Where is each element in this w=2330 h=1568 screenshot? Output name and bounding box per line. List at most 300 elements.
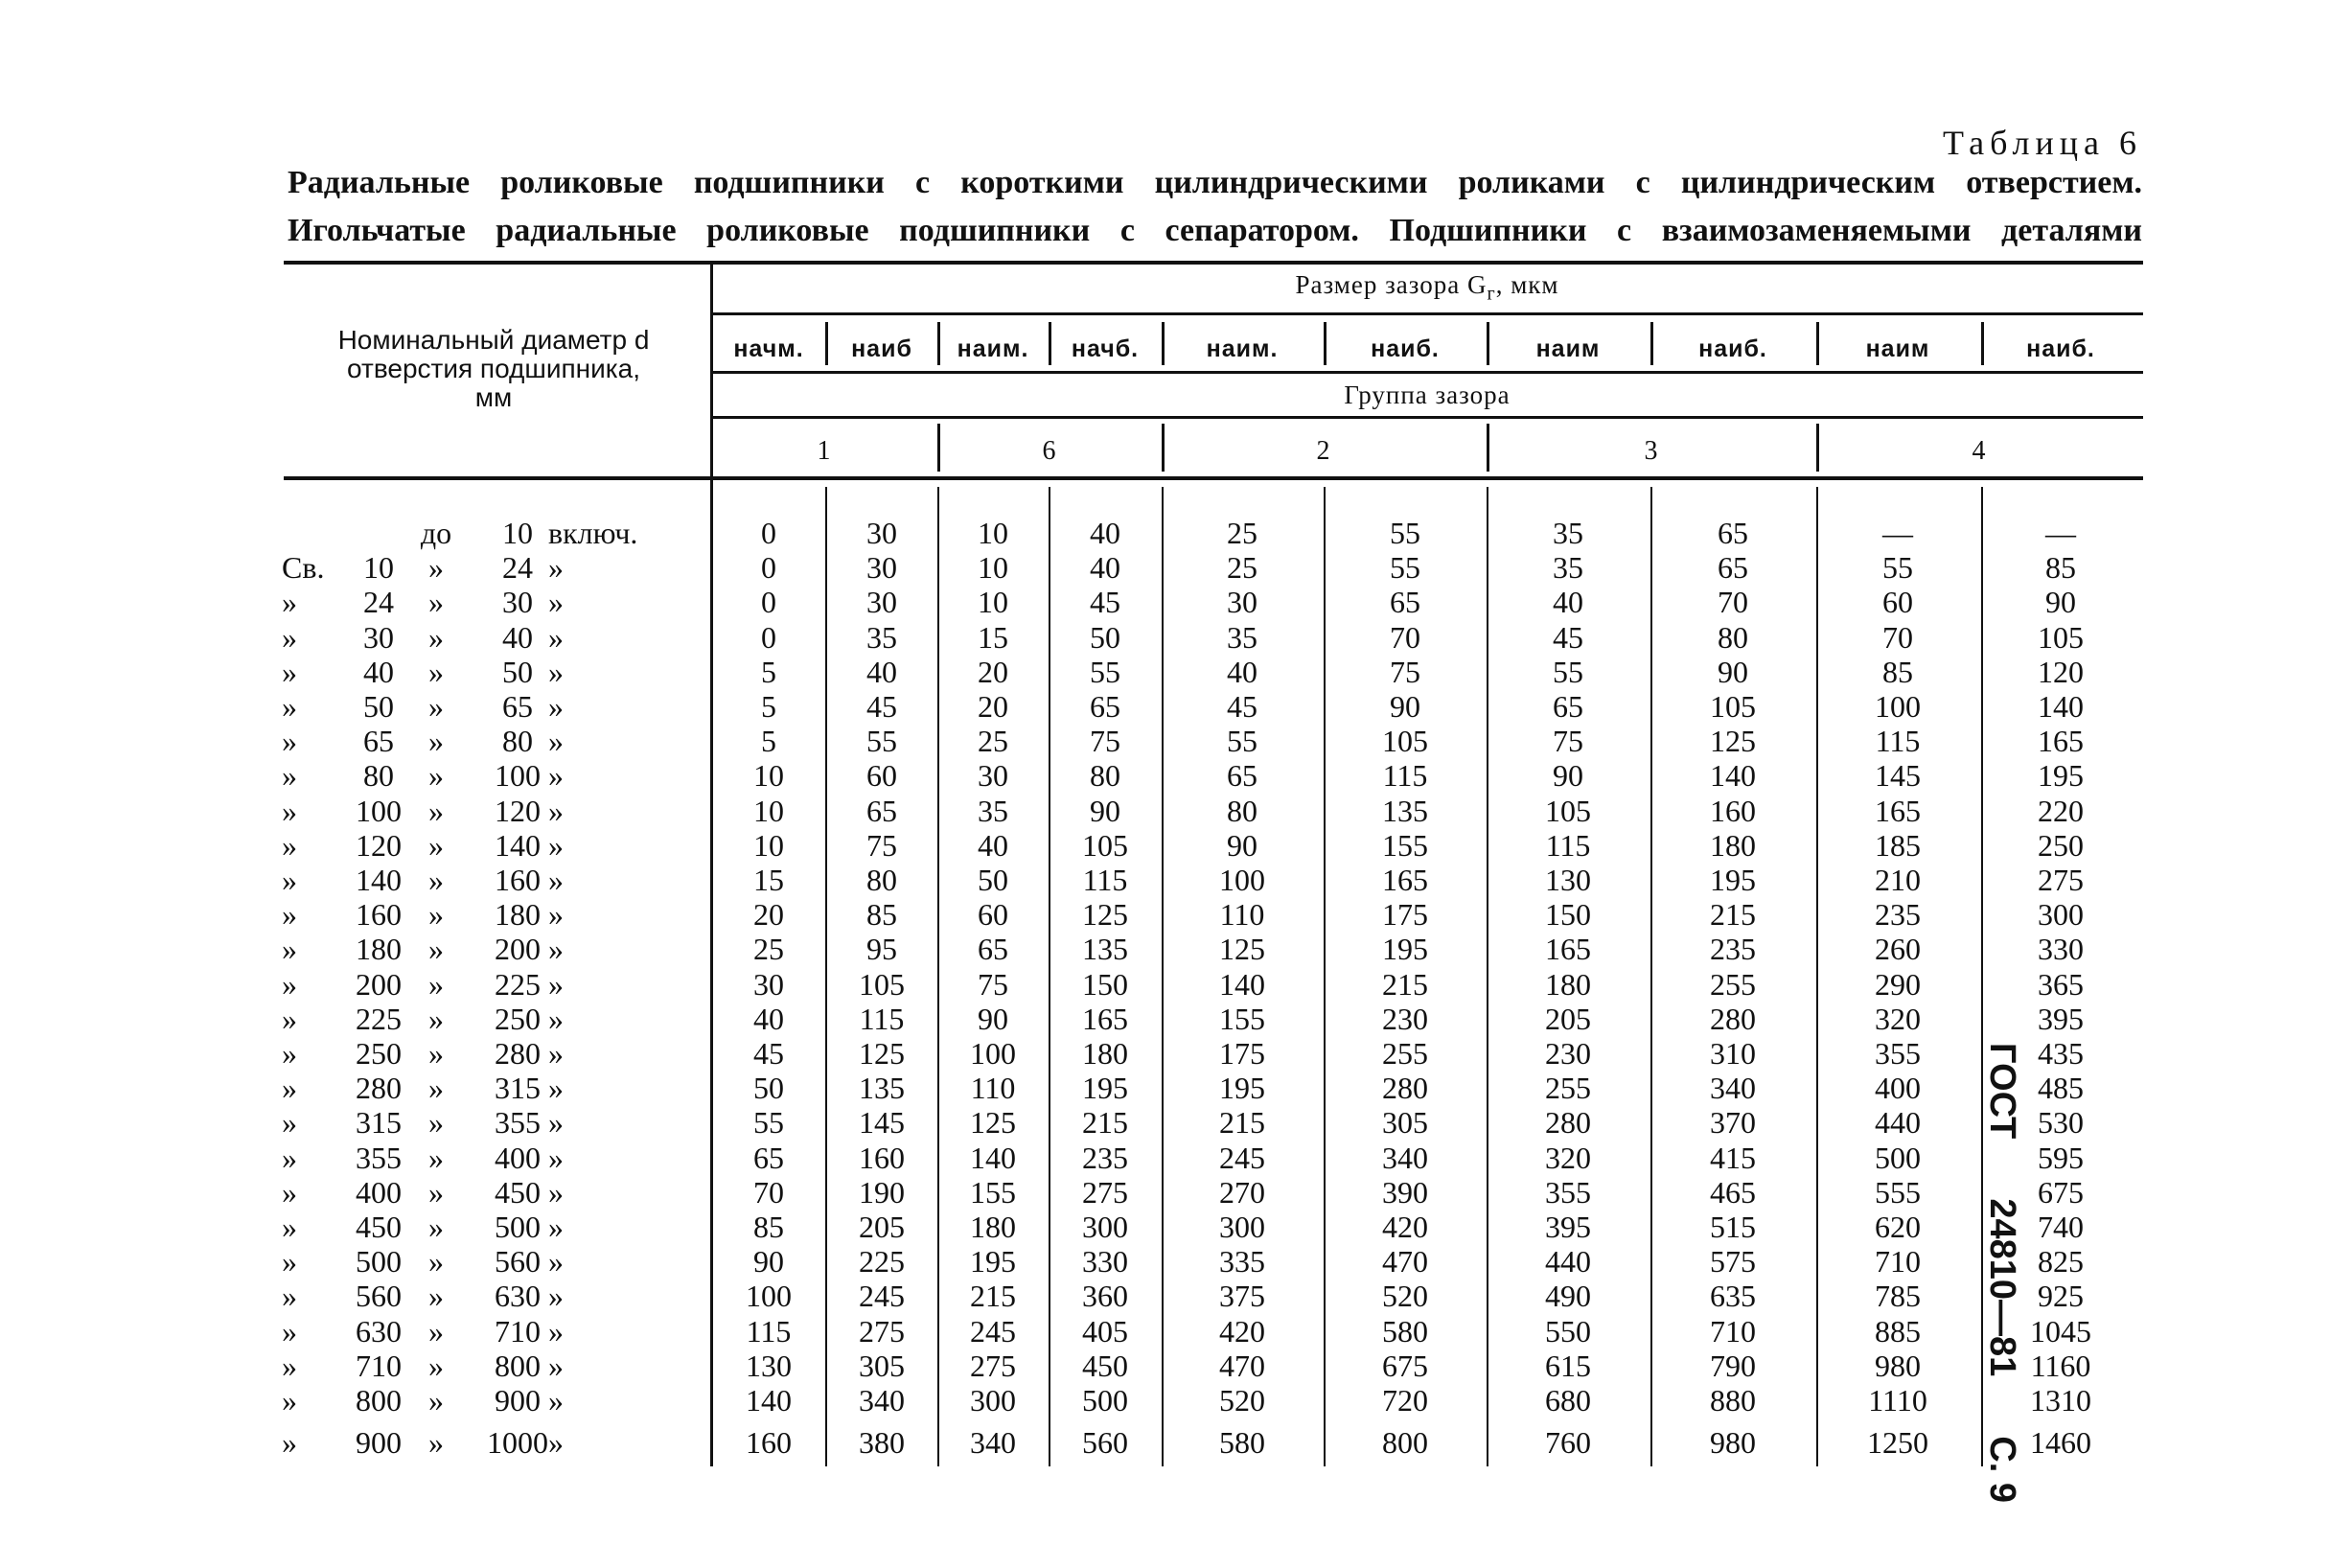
table-row <box>0 758 2330 793</box>
value-cell: 85 <box>2045 550 2076 585</box>
value-cell: 65 <box>1718 550 1748 585</box>
value-cell: 80 <box>866 863 897 897</box>
stub-header <box>288 326 700 413</box>
value-cell: 880 <box>1710 1383 1756 1418</box>
value-cell: 365 <box>2038 967 2084 1002</box>
value-cell: 560 <box>1082 1425 1128 1460</box>
range-prefix: » <box>282 689 297 724</box>
subcolumn-label: наим <box>1535 335 1601 362</box>
range-sep: » <box>428 550 444 585</box>
value-cell: 95 <box>866 932 897 966</box>
value-cell: 115 <box>859 1002 905 1036</box>
value-cell: 275 <box>1082 1175 1128 1210</box>
value-cell: 40 <box>1227 655 1257 689</box>
value-cell: 45 <box>1553 620 1583 655</box>
group-divider <box>1487 424 1489 472</box>
value-cell: 30 <box>866 516 897 550</box>
value-cell: 115 <box>746 1314 792 1349</box>
range-tail: » <box>548 828 564 863</box>
value-cell: 90 <box>753 1244 784 1279</box>
range-prefix: » <box>282 585 297 619</box>
value-cell: 375 <box>1219 1279 1265 1313</box>
range-from: 500 <box>356 1244 402 1279</box>
value-cell: 75 <box>978 967 1008 1002</box>
value-cell: 100 <box>746 1279 792 1313</box>
value-cell: 100 <box>1875 689 1921 724</box>
range-to: 450 <box>495 1175 541 1210</box>
value-cell: 440 <box>1545 1244 1591 1279</box>
range-from: 30 <box>363 620 394 655</box>
value-cell: 70 <box>1718 585 1748 619</box>
caption-line-1: Радиальные роликовые подшипники с короткими цилиндрическими роликами с цилиндрическим отверстием. <box>288 165 2142 200</box>
value-cell: 710 <box>1710 1314 1756 1349</box>
value-cell: 280 <box>1382 1071 1428 1105</box>
value-cell: 90 <box>1090 794 1120 828</box>
range-to: 30 <box>502 585 533 619</box>
subcolumn-label: наим <box>1865 335 1930 362</box>
range-sep: » <box>428 897 444 932</box>
range-sep: » <box>428 1279 444 1313</box>
range-to: 40 <box>502 620 533 655</box>
group-divider <box>1816 424 1819 472</box>
value-cell: 255 <box>1545 1071 1591 1105</box>
value-cell: 65 <box>1090 689 1120 724</box>
value-cell: 35 <box>978 794 1008 828</box>
table-row <box>0 689 2330 724</box>
range-to: 800 <box>495 1349 541 1383</box>
range-sep: » <box>428 1425 444 1460</box>
range-from: 560 <box>356 1279 402 1313</box>
value-cell: 85 <box>866 897 897 932</box>
value-cell: 75 <box>1553 724 1583 758</box>
value-cell: 35 <box>1227 620 1257 655</box>
value-cell: — <box>1882 516 1913 550</box>
value-cell: 760 <box>1545 1425 1591 1460</box>
range-to: 100 <box>495 758 541 793</box>
range-tail: » <box>548 724 564 758</box>
table-row <box>0 1002 2330 1036</box>
range-tail: включ. <box>548 516 638 550</box>
value-cell: 120 <box>2038 655 2084 689</box>
value-cell: 140 <box>970 1141 1016 1175</box>
value-cell: 125 <box>1219 932 1265 966</box>
side-note <box>1981 1043 2022 1503</box>
value-cell: 580 <box>1382 1314 1428 1349</box>
value-cell: 105 <box>859 967 905 1002</box>
value-cell: 275 <box>859 1314 905 1349</box>
value-cell: 740 <box>2038 1210 2084 1244</box>
value-cell: 65 <box>753 1141 784 1175</box>
range-prefix: » <box>282 724 297 758</box>
value-cell: 180 <box>1082 1036 1128 1071</box>
value-cell: 115 <box>1082 863 1128 897</box>
value-cell: 160 <box>746 1425 792 1460</box>
subcolumn-label: наиб. <box>1371 335 1440 362</box>
value-cell: 470 <box>1219 1349 1265 1383</box>
value-cell: 980 <box>1710 1425 1756 1460</box>
range-tail: » <box>548 655 564 689</box>
value-cell: 125 <box>970 1105 1016 1140</box>
value-cell: 105 <box>1545 794 1591 828</box>
value-cell: 175 <box>1219 1036 1265 1071</box>
range-sep: » <box>428 655 444 689</box>
subcolumn-divider <box>1324 322 1326 365</box>
side-standard: ГОСТ <box>1982 1043 2022 1140</box>
value-cell: 5 <box>761 655 776 689</box>
range-from: 280 <box>356 1071 402 1105</box>
value-cell: 300 <box>1219 1210 1265 1244</box>
value-cell: 85 <box>753 1210 784 1244</box>
size-header-rule <box>711 312 2143 315</box>
value-cell: 100 <box>1219 863 1265 897</box>
side-page: С. 9 <box>1982 1436 2022 1503</box>
range-to: 200 <box>495 932 541 966</box>
value-cell: 330 <box>1082 1244 1128 1279</box>
range-from: 355 <box>356 1141 402 1175</box>
subcolumn-label: начб. <box>1071 335 1140 362</box>
subcolumn-label: наим. <box>957 335 1029 362</box>
range-tail: » <box>548 1425 564 1460</box>
range-tail: » <box>548 1349 564 1383</box>
range-sep: » <box>428 1105 444 1140</box>
subcolumn-divider <box>1487 322 1489 365</box>
value-cell: 5 <box>761 689 776 724</box>
caption-line-2: Игольчатые радиальные роликовые подшипники с сепаратором. Подшипники с взаимозаменяемыми деталями <box>288 213 2142 248</box>
stub-header-line: Номинальный диаметр d <box>337 325 650 355</box>
range-tail: » <box>548 1279 564 1313</box>
value-cell: 825 <box>2038 1244 2084 1279</box>
value-cell: 45 <box>866 689 897 724</box>
range-from: 710 <box>356 1349 402 1383</box>
range-from: 800 <box>356 1383 402 1418</box>
value-cell: 635 <box>1710 1279 1756 1313</box>
table-row <box>0 967 2330 1002</box>
value-cell: 65 <box>1390 585 1420 619</box>
value-cell: 25 <box>753 932 784 966</box>
value-cell: 155 <box>1219 1002 1265 1036</box>
group-divider <box>1162 424 1165 472</box>
range-tail: » <box>548 620 564 655</box>
value-cell: 165 <box>2038 724 2084 758</box>
subcolumn-divider <box>1650 322 1653 365</box>
range-from: 900 <box>356 1425 402 1460</box>
range-prefix: » <box>282 1141 297 1175</box>
value-cell: 165 <box>1875 794 1921 828</box>
value-cell: 50 <box>1090 620 1120 655</box>
value-cell: 40 <box>866 655 897 689</box>
range-prefix: » <box>282 1210 297 1244</box>
value-cell: 1310 <box>2030 1383 2091 1418</box>
value-cell: 340 <box>859 1383 905 1418</box>
value-cell: 230 <box>1382 1002 1428 1036</box>
value-cell: 90 <box>1718 655 1748 689</box>
value-cell: 85 <box>1882 655 1913 689</box>
range-sep: » <box>428 1036 444 1071</box>
range-sep: » <box>428 1314 444 1349</box>
range-to: 160 <box>495 863 541 897</box>
value-cell: 395 <box>1545 1210 1591 1244</box>
value-cell: 25 <box>1227 550 1257 585</box>
table-row <box>0 655 2330 689</box>
range-to: 120 <box>495 794 541 828</box>
value-cell: 160 <box>1710 794 1756 828</box>
range-from: 180 <box>356 932 402 966</box>
value-cell: 980 <box>1875 1349 1921 1383</box>
value-cell: 140 <box>2038 689 2084 724</box>
range-sep: » <box>428 863 444 897</box>
value-cell: 395 <box>2038 1002 2084 1036</box>
group-divider <box>937 424 940 472</box>
value-cell: 40 <box>1090 516 1120 550</box>
value-cell: 300 <box>2038 897 2084 932</box>
range-tail: » <box>548 689 564 724</box>
value-cell: 675 <box>2038 1175 2084 1210</box>
value-cell: 1110 <box>1868 1383 1927 1418</box>
value-cell: 485 <box>2038 1071 2084 1105</box>
range-tail: » <box>548 1141 564 1175</box>
value-cell: 35 <box>1553 516 1583 550</box>
value-cell: 215 <box>970 1279 1016 1313</box>
range-from: 315 <box>356 1105 402 1140</box>
value-cell: 675 <box>1382 1349 1428 1383</box>
value-cell: 0 <box>761 620 776 655</box>
value-cell: 10 <box>753 828 784 863</box>
range-to: 900 <box>495 1383 541 1418</box>
value-cell: 245 <box>1219 1141 1265 1175</box>
table-row <box>0 863 2330 897</box>
value-cell: 270 <box>1219 1175 1265 1210</box>
value-cell: 195 <box>1382 932 1428 966</box>
range-prefix: » <box>282 828 297 863</box>
table-label: Таблица 6 <box>1943 124 2142 162</box>
value-cell: 110 <box>1219 897 1265 932</box>
subcolumn-label: наиб. <box>1698 335 1767 362</box>
range-tail: » <box>548 863 564 897</box>
value-cell: 50 <box>753 1071 784 1105</box>
range-to: 315 <box>495 1071 541 1105</box>
value-cell: 355 <box>1875 1036 1921 1071</box>
value-cell: 40 <box>1553 585 1583 619</box>
size-header-prefix: Размер зазора G <box>1295 270 1488 299</box>
range-prefix: » <box>282 655 297 689</box>
value-cell: 195 <box>2038 758 2084 793</box>
range-sep: » <box>428 585 444 619</box>
range-tail: » <box>548 758 564 793</box>
range-from: 50 <box>363 689 394 724</box>
value-cell: 330 <box>2038 932 2084 966</box>
value-cell: 185 <box>1875 828 1921 863</box>
value-cell: 10 <box>978 585 1008 619</box>
range-prefix: » <box>282 1036 297 1071</box>
range-sep: » <box>428 932 444 966</box>
range-sep: » <box>428 967 444 1002</box>
value-cell: 515 <box>1710 1210 1756 1244</box>
value-cell: 0 <box>761 516 776 550</box>
value-cell: 500 <box>1875 1141 1921 1175</box>
value-cell: 335 <box>1219 1244 1265 1279</box>
value-cell: 305 <box>1382 1105 1428 1140</box>
value-cell: 280 <box>1710 1002 1756 1036</box>
value-cell: 75 <box>1390 655 1420 689</box>
value-cell: 575 <box>1710 1244 1756 1279</box>
value-cell: 390 <box>1382 1175 1428 1210</box>
range-to: 225 <box>495 967 541 1002</box>
value-cell: 245 <box>970 1314 1016 1349</box>
value-cell: 140 <box>1219 967 1265 1002</box>
value-cell: 55 <box>1882 550 1913 585</box>
value-cell: 225 <box>859 1244 905 1279</box>
value-cell: 255 <box>1710 967 1756 1002</box>
value-cell: 90 <box>1227 828 1257 863</box>
value-cell: 190 <box>859 1175 905 1210</box>
range-from: 80 <box>363 758 394 793</box>
value-cell: 35 <box>866 620 897 655</box>
value-cell: 125 <box>859 1036 905 1071</box>
value-cell: 435 <box>2038 1036 2084 1071</box>
value-cell: 105 <box>1382 724 1428 758</box>
value-cell: 340 <box>1710 1071 1756 1105</box>
range-to: 65 <box>502 689 533 724</box>
value-cell: 215 <box>1382 967 1428 1002</box>
value-cell: 10 <box>753 758 784 793</box>
value-cell: 235 <box>1875 897 1921 932</box>
range-tail: » <box>548 1002 564 1036</box>
value-cell: 785 <box>1875 1279 1921 1313</box>
value-cell: 215 <box>1710 897 1756 932</box>
value-cell: 60 <box>978 897 1008 932</box>
range-prefix: » <box>282 1279 297 1313</box>
value-cell: 360 <box>1082 1279 1128 1313</box>
value-cell: 135 <box>1082 932 1128 966</box>
range-tail: » <box>548 1036 564 1071</box>
range-from: 160 <box>356 897 402 932</box>
value-cell: 405 <box>1082 1314 1128 1349</box>
range-prefix: » <box>282 1314 297 1349</box>
value-cell: 110 <box>970 1071 1016 1105</box>
value-cell: 30 <box>866 585 897 619</box>
range-tail: » <box>548 932 564 966</box>
side-number: 24810—81 <box>1982 1198 2022 1377</box>
value-cell: 230 <box>1545 1036 1591 1071</box>
table-row <box>0 794 2330 828</box>
header-bottom-rule <box>284 476 2143 480</box>
value-cell: 65 <box>1227 758 1257 793</box>
range-to: 630 <box>495 1279 541 1313</box>
value-cell: 215 <box>1082 1105 1128 1140</box>
value-cell: 260 <box>1875 932 1921 966</box>
value-cell: 40 <box>1090 550 1120 585</box>
value-cell: 1045 <box>2030 1314 2091 1349</box>
range-prefix: » <box>282 1071 297 1105</box>
range-from: 65 <box>363 724 394 758</box>
value-cell: 45 <box>1227 689 1257 724</box>
range-to: 1000 <box>487 1425 548 1460</box>
range-sep: » <box>428 1383 444 1418</box>
value-cell: 55 <box>753 1105 784 1140</box>
value-cell: 340 <box>1382 1141 1428 1175</box>
range-from: 200 <box>356 967 402 1002</box>
range-sep: » <box>428 689 444 724</box>
value-cell: 20 <box>753 897 784 932</box>
value-cell: 275 <box>970 1349 1016 1383</box>
value-cell: 790 <box>1710 1349 1756 1383</box>
value-cell: 100 <box>970 1036 1016 1071</box>
group-number: 2 <box>1316 436 1331 466</box>
value-cell: 30 <box>753 967 784 1002</box>
value-cell: 450 <box>1082 1349 1128 1383</box>
value-cell: 1160 <box>2030 1349 2091 1383</box>
range-tail: » <box>548 1314 564 1349</box>
group-number: 4 <box>1972 436 1987 466</box>
stub-header-line: отверстия подшипника, <box>347 354 640 384</box>
value-cell: 400 <box>1875 1071 1921 1105</box>
range-sep: » <box>428 1244 444 1279</box>
range-to: 400 <box>495 1141 541 1175</box>
range-prefix: » <box>282 620 297 655</box>
value-cell: 165 <box>1082 1002 1128 1036</box>
range-to: 250 <box>495 1002 541 1036</box>
value-cell: 80 <box>1090 758 1120 793</box>
subcolumn-label: начм. <box>733 335 804 362</box>
value-cell: 615 <box>1545 1349 1591 1383</box>
range-sep: » <box>428 758 444 793</box>
range-prefix: » <box>282 932 297 966</box>
value-cell: 80 <box>1227 794 1257 828</box>
value-cell: 80 <box>1718 620 1748 655</box>
value-cell: 305 <box>859 1349 905 1383</box>
value-cell: 380 <box>859 1425 905 1460</box>
size-header-sub: г <box>1487 283 1496 305</box>
range-prefix: » <box>282 967 297 1002</box>
value-cell: 10 <box>753 794 784 828</box>
value-cell: 70 <box>753 1175 784 1210</box>
range-from: 630 <box>356 1314 402 1349</box>
value-cell: 50 <box>978 863 1008 897</box>
range-tail: » <box>548 1105 564 1140</box>
range-from: 250 <box>356 1036 402 1071</box>
value-cell: 520 <box>1219 1383 1265 1418</box>
value-cell: 195 <box>970 1244 1016 1279</box>
range-sep: » <box>428 1002 444 1036</box>
value-cell: 160 <box>859 1141 905 1175</box>
value-cell: 470 <box>1382 1244 1428 1279</box>
top-rule <box>284 261 2143 265</box>
value-cell: 105 <box>1082 828 1128 863</box>
value-cell: 125 <box>1082 897 1128 932</box>
value-cell: 195 <box>1082 1071 1128 1105</box>
value-cell: 520 <box>1382 1279 1428 1313</box>
range-to: 280 <box>495 1036 541 1071</box>
value-cell: 90 <box>1553 758 1583 793</box>
value-cell: 45 <box>753 1036 784 1071</box>
value-cell: 55 <box>1553 655 1583 689</box>
table-row <box>0 828 2330 863</box>
value-cell: 1250 <box>1867 1425 1928 1460</box>
value-cell: 90 <box>1390 689 1420 724</box>
range-sep: » <box>428 1210 444 1244</box>
value-cell: 140 <box>746 1383 792 1418</box>
value-cell: 555 <box>1875 1175 1921 1210</box>
value-cell: 215 <box>1219 1105 1265 1140</box>
range-prefix: » <box>282 1349 297 1383</box>
value-cell: 245 <box>859 1279 905 1313</box>
value-cell: 35 <box>1553 550 1583 585</box>
value-cell: 800 <box>1382 1425 1428 1460</box>
range-prefix: » <box>282 1105 297 1140</box>
table-row <box>0 897 2330 932</box>
table-row <box>0 550 2330 585</box>
size-header-suffix: , мкм <box>1495 270 1559 299</box>
